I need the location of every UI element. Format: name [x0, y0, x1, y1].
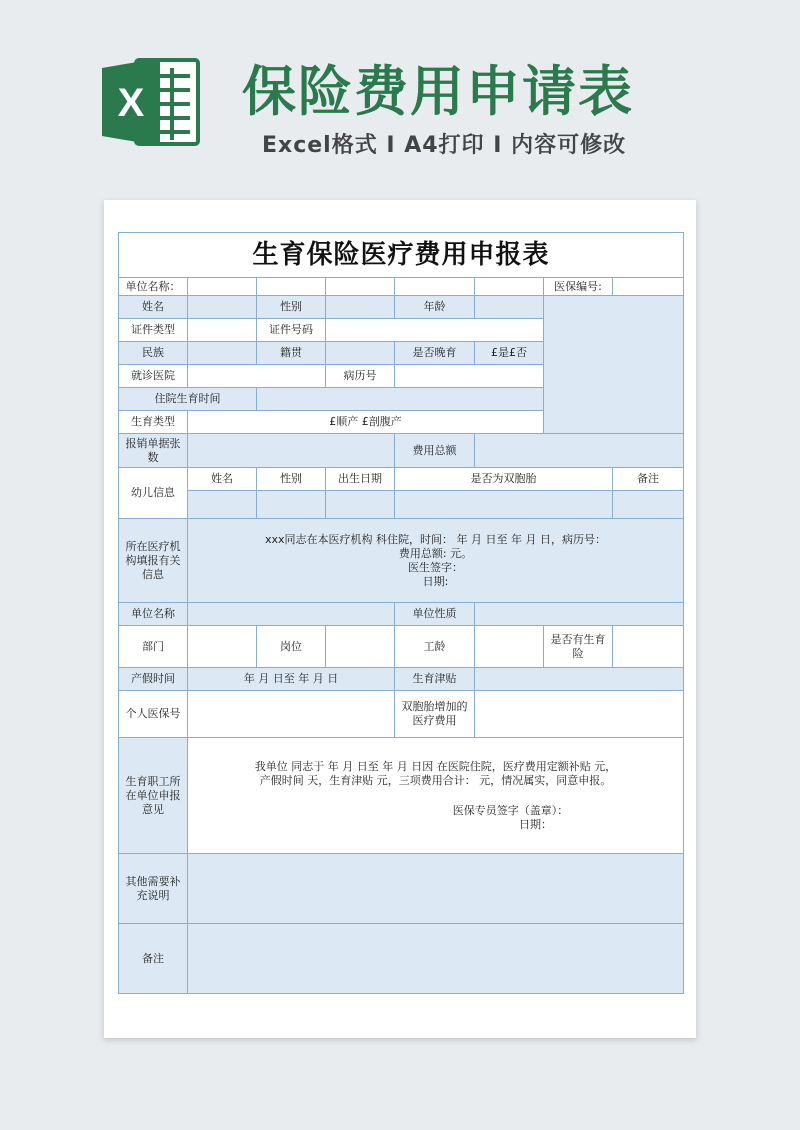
id-type-label: 证件类型: [119, 319, 188, 342]
personal-no-cell[interactable]: [188, 691, 395, 738]
opinion-line: 产假时间 天，生育津贴 元，三项费用合计： 元，情况属实，同意申报。: [259, 773, 612, 787]
id-no-label: 证件号码: [257, 319, 326, 342]
personal-no-label: 个人医保号: [119, 691, 188, 738]
page-title: 保险费用申请表: [242, 60, 634, 123]
opinion-line: 我单位 同志于 年 月 日至 年 月 日因 在医院住院，医疗费用定额补贴 元，: [254, 759, 617, 773]
unit-name-cell[interactable]: [188, 278, 257, 296]
leave-time-cell[interactable]: 年 月 日至 年 月 日: [188, 668, 395, 691]
department-label: 部门: [119, 626, 188, 668]
allowance-label: 生育津贴: [395, 668, 475, 691]
insurance-no-cell[interactable]: [613, 278, 684, 296]
receipt-count-label: 报销单据张数: [119, 434, 188, 468]
late-birth-label: 是否晚育: [395, 342, 475, 365]
page-subtitle: Excel格式 I A4打印 I 内容可修改: [262, 133, 627, 158]
infant-name-cell[interactable]: [188, 491, 257, 519]
opinion-signature-line: 医保专员签字（盖章）：: [452, 803, 569, 817]
ethnicity-cell[interactable]: [188, 342, 257, 365]
institution-line: xxx同志在本医疗机构 科住院，时间： 年 月 日至 年 月 日，病历号：: [265, 532, 607, 546]
id-no-cell[interactable]: [326, 319, 544, 342]
unit-name-label: 单位名称：: [119, 278, 188, 296]
total-cost-cell[interactable]: [475, 434, 684, 468]
age-label: 年龄: [395, 296, 475, 319]
page-header: [0, 0, 800, 190]
excel-logo-icon: [100, 56, 202, 148]
opinion-label: 生育职工所在单位申报意见: [119, 738, 188, 854]
institution-line: 医生签字：: [408, 560, 463, 574]
has-insurance-cell[interactable]: [613, 626, 684, 668]
birth-type-checkbox[interactable]: £顺产 £剖腹产: [188, 411, 544, 434]
has-insurance-label: 是否有生育险: [544, 626, 613, 668]
unit-nature-cell[interactable]: [475, 603, 684, 626]
opinion-statement[interactable]: [188, 738, 684, 854]
leave-time-label: 产假时间: [119, 668, 188, 691]
age-cell[interactable]: [475, 296, 544, 319]
institution-line: 费用总额: 元。: [398, 546, 473, 560]
admission-time-label: 住院生育时间: [119, 388, 257, 411]
form-cell[interactable]: [395, 278, 475, 296]
admission-time-cell[interactable]: [257, 388, 544, 411]
unit-name2-cell[interactable]: [188, 603, 395, 626]
unit-nature-label: 单位性质: [395, 603, 475, 626]
name-cell[interactable]: [188, 296, 257, 319]
infant-birthdate-header: 出生日期: [326, 468, 395, 491]
remarks-label: 备注: [119, 924, 188, 994]
department-cell[interactable]: [188, 626, 257, 668]
native-place-label: 籍贯: [257, 342, 326, 365]
twin-cost-cell[interactable]: [475, 691, 684, 738]
late-birth-checkbox[interactable]: £是£否: [475, 342, 544, 365]
seniority-cell[interactable]: [475, 626, 544, 668]
ethnicity-label: 民族: [119, 342, 188, 365]
form-sheet: [104, 200, 696, 1038]
infant-info-label: 幼儿信息: [119, 468, 188, 519]
insurance-no-label: 医保编号:: [544, 278, 613, 296]
infant-birthdate-cell[interactable]: [326, 491, 395, 519]
infant-twin-header: 是否为双胞胎: [395, 468, 613, 491]
opinion-date-line: 日期：: [519, 817, 552, 831]
unit-name2-label: 单位名称: [119, 603, 188, 626]
total-cost-label: 费用总额: [395, 434, 475, 468]
institution-label: 所在医疗机构填报有关信息: [119, 519, 188, 603]
maternity-insurance-form: [118, 232, 684, 994]
birth-type-label: 生育类型: [119, 411, 188, 434]
hospital-cell[interactable]: [188, 365, 326, 388]
form-cell[interactable]: [257, 278, 326, 296]
photo-cell[interactable]: [544, 296, 684, 434]
hospital-label: 就诊医院: [119, 365, 188, 388]
position-label: 岗位: [257, 626, 326, 668]
infant-gender-cell[interactable]: [257, 491, 326, 519]
infant-name-header: 姓名: [188, 468, 257, 491]
institution-info[interactable]: [188, 519, 684, 603]
position-cell[interactable]: [326, 626, 395, 668]
svg-text:X: X: [117, 81, 145, 125]
form-cell[interactable]: [475, 278, 544, 296]
id-type-cell[interactable]: [188, 319, 257, 342]
native-place-cell[interactable]: [326, 342, 395, 365]
institution-line: 日期:: [422, 574, 449, 588]
form-title: 生育保险医疗费用申报表: [119, 233, 684, 278]
other-cell[interactable]: [188, 854, 684, 924]
form-cell[interactable]: [326, 278, 395, 296]
twin-cost-label: 双胞胎增加的医疗费用: [395, 691, 475, 738]
other-label: 其他需要补充说明: [119, 854, 188, 924]
name-label: 姓名: [119, 296, 188, 319]
infant-remark-header: 备注: [613, 468, 684, 491]
seniority-label: 工龄: [395, 626, 475, 668]
allowance-cell[interactable]: [475, 668, 684, 691]
medical-record-label: 病历号: [326, 365, 395, 388]
gender-label: 性别: [257, 296, 326, 319]
gender-cell[interactable]: [326, 296, 395, 319]
infant-remark-cell[interactable]: [613, 491, 684, 519]
receipt-count-cell[interactable]: [188, 434, 395, 468]
infant-gender-header: 性别: [257, 468, 326, 491]
infant-twin-cell[interactable]: [395, 491, 613, 519]
remarks-cell[interactable]: [188, 924, 684, 994]
medical-record-cell[interactable]: [395, 365, 544, 388]
